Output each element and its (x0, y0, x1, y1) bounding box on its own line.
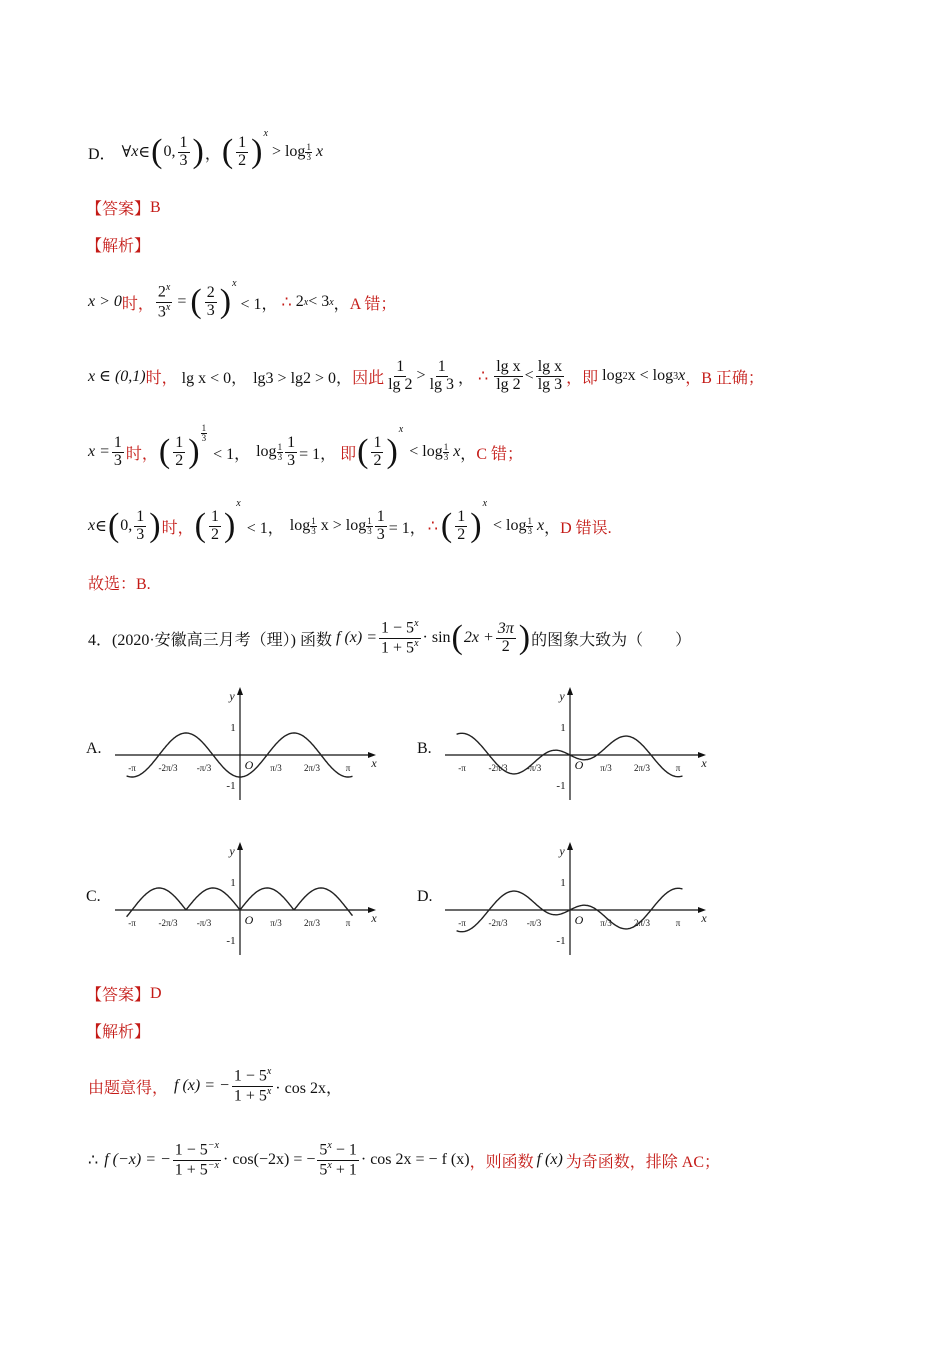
x-tick-label: π/3 (270, 918, 282, 928)
x-tick-label: π/3 (600, 763, 612, 773)
exp: x (329, 296, 334, 308)
sub: 2 (622, 370, 628, 382)
log: log (289, 517, 311, 534)
x-tick-label: π (345, 918, 351, 928)
y-tick-neg-one: -1 (556, 780, 566, 792)
x-tick-label: π/3 (600, 918, 612, 928)
y-tick-one: 1 (560, 877, 566, 889)
left-paren: ( (190, 283, 202, 320)
right-paren: ) (149, 507, 161, 544)
log-base-third: 1 3 (443, 441, 449, 462)
option-d-line (88, 128, 323, 176)
x-tick-label: 2π/3 (303, 918, 321, 928)
left-paren: ( (107, 507, 120, 544)
fraction-half: $\frac{1}{2}$ (210, 507, 219, 543)
question-number: 4． (88, 631, 113, 649)
verdict-b: 为奇函数，排除 AC； (565, 1153, 721, 1171)
left-paren: ( (440, 507, 453, 544)
log-base-third: 1 3 (277, 441, 283, 462)
fraction-half: $\frac{1}{2}$ (373, 433, 382, 469)
fraction-1-lg2: $\frac{1}{\lg 2}$ (388, 357, 413, 393)
left-paren: ( (221, 133, 234, 170)
solution-line-a (88, 278, 396, 326)
y-axis-arrow (567, 687, 573, 695)
origin-label: O (574, 758, 584, 772)
left-paren: ( (158, 433, 171, 470)
cos-neg: · cos(−2x) = − (223, 1151, 316, 1168)
x-tick-label: -2π/3 (488, 763, 508, 773)
answer-2 (86, 982, 162, 1005)
x-tick-label: -π/3 (196, 763, 212, 773)
comma: ， (460, 445, 477, 463)
yinci: 因此 (352, 369, 385, 387)
x-tick-label: -π (458, 763, 466, 773)
x-tick-label: -π (458, 918, 466, 928)
verdict: C 错； (476, 445, 523, 463)
x-tick-label: -2π/3 (158, 763, 178, 773)
graph-d-label[interactable]: D. (417, 888, 433, 905)
therefore: ∴ (427, 518, 438, 535)
fraction-1-5x: $\frac{1 - 5^x}{1 + 5^x}$ (381, 618, 419, 656)
log: log (256, 443, 277, 460)
shi-text: 时， (161, 519, 194, 537)
therefore: ∴ (281, 294, 292, 311)
fraction-1-5negx: $\frac{1 - 5^{-x}}{1 + 5^{-x}}$ (174, 1140, 219, 1178)
log: log (602, 367, 623, 384)
verdict: D 错误. (560, 519, 612, 537)
var-x: x (131, 143, 139, 160)
condition: x ∈ (0,1) (88, 368, 146, 385)
y-tick-neg-one: -1 (226, 935, 236, 947)
analysis-label: 【解析】 (86, 238, 151, 255)
x-tick-label: π (675, 918, 681, 928)
fraction-5x: $\frac{5^x - 1}{5^x + 1}$ (319, 1140, 357, 1178)
answer-label: 【答案】 (86, 201, 151, 218)
in: ∈ (95, 518, 107, 535)
x-tick-label: π (675, 763, 681, 773)
log-base-third: 1 3 (311, 515, 316, 536)
condition: x > 0 (88, 293, 122, 310)
right-paren: ) (386, 433, 398, 470)
right-paren: ) (219, 283, 232, 320)
solution-line-d (88, 498, 612, 554)
question-4 (88, 612, 691, 664)
therefore: ∴ (88, 1152, 99, 1169)
lt: < (524, 367, 534, 384)
comma: ， (204, 145, 221, 163)
answer-value: B (150, 198, 161, 216)
conclusion-text: 故选：B. (88, 576, 151, 593)
y-axis-label: y (229, 844, 235, 858)
cos: · cos 2x， (275, 1079, 342, 1097)
verdict: ，B 正确； (685, 369, 764, 387)
exponent-one-third: 1 3 (201, 423, 207, 443)
var-x: x (453, 443, 461, 460)
x-tick-label: -π/3 (196, 918, 212, 928)
fraction-lgx-lg3: $\frac{\text{lg x}}{\lg 3}$ (537, 357, 563, 393)
x-axis-label: x (371, 756, 377, 770)
y-axis-label: y (559, 689, 565, 703)
fraction-one-third: $\frac{1}{3}$ (179, 133, 188, 169)
graph-b-label[interactable]: B. (417, 740, 432, 757)
verdict: A 错； (349, 295, 397, 313)
x-tick-label: -2π/3 (158, 918, 178, 928)
comma: ， (544, 519, 561, 537)
mid: x < log (627, 367, 674, 384)
in-symbol: ∈ (138, 144, 151, 161)
left-paren: ( (151, 133, 163, 170)
question-suffix: 的图象大致为（ ） (531, 631, 692, 649)
var-x: x (536, 517, 545, 534)
y-tick-neg-one: -1 (226, 780, 236, 792)
y-axis-arrow (237, 842, 243, 850)
fraction-1-lg3: $\frac{1}{\lg 3}$ (429, 357, 455, 393)
fraction-half: $\frac{1}{2}$ (238, 133, 247, 169)
graph-a-label[interactable]: A. (86, 740, 102, 757)
fraction-one-third: $\frac{1}{3}$ (113, 433, 122, 469)
graph-c-label[interactable]: C. (86, 888, 101, 905)
x-axis-label: x (701, 911, 707, 925)
y-axis-arrow (237, 687, 243, 695)
shi-text: 时， (121, 295, 154, 313)
y-axis-label: y (229, 689, 235, 703)
answer-1 (86, 196, 161, 219)
gt-log: x > log (320, 517, 367, 534)
question-prefix: 函数 (300, 631, 333, 649)
log-base-third: 1 3 (527, 515, 532, 536)
x-tick-label: π/3 (270, 763, 282, 773)
interval-start: 0, (120, 517, 133, 534)
x-tick-label: -π (128, 763, 136, 773)
fraction-1-5x: $\frac{1 - 5^x}{1 + 5^x}$ (233, 1066, 272, 1104)
ineq-rhs: < 3 (308, 293, 330, 310)
var-x: x (678, 367, 686, 384)
comma: ， (458, 369, 475, 387)
right-paren: ) (192, 133, 204, 170)
fraction-half: $\frac{1}{2}$ (175, 433, 184, 469)
right-paren: ) (223, 507, 236, 544)
origin-label: O (244, 758, 254, 772)
analysis-label-1 (86, 233, 150, 256)
x-tick-label: 2π/3 (633, 763, 651, 773)
y-tick-one: 1 (230, 877, 236, 889)
analysis-label: 【解析】 (86, 1024, 151, 1041)
option-label: D． (88, 145, 116, 163)
y-axis-label: y (559, 844, 565, 858)
x-tick-label: -2π/3 (488, 918, 508, 928)
fraction-lgx-lg2: $\frac{\text{lg x}}{\lg 2}$ (496, 357, 521, 393)
exponent-x: x (482, 498, 488, 509)
arg: 2x + (463, 629, 494, 646)
left-paren: ( (357, 433, 369, 470)
lt-one: < 1， (240, 295, 278, 313)
lt-one: < 1， (246, 519, 284, 537)
lt-one: < 1， (213, 445, 251, 463)
comma: ， (469, 1153, 486, 1171)
function-fx: f (x) = (336, 629, 378, 646)
comma: ， (333, 295, 350, 313)
fraction-one-third: $\frac{1}{3}$ (287, 433, 296, 469)
part: lg x < 0， (181, 369, 248, 387)
analysis-label-2 (86, 1019, 150, 1042)
shi-text: 时， (125, 445, 158, 463)
x-tick-label: 2π/3 (303, 763, 321, 773)
shi-text: 时， (145, 369, 178, 387)
therefore: ∴ (478, 368, 489, 385)
right-paren: ) (518, 619, 531, 656)
x-tick-label: -π/3 (526, 918, 542, 928)
ineq-base: 2 (295, 293, 304, 310)
y-axis-arrow (567, 842, 573, 850)
exponent-x: x (236, 498, 241, 509)
lt-log: < log (493, 517, 527, 534)
x-axis-label: x (371, 911, 377, 925)
y-tick-neg-one: -1 (556, 935, 566, 947)
x-tick-label: -π/3 (526, 763, 542, 773)
question-source: (2020·安徽高三月考（理）) (112, 631, 297, 649)
right-paren: ) (470, 507, 482, 544)
gt-symbol: > (271, 143, 281, 160)
function-fx: f (x) = − (174, 1077, 230, 1094)
log-base-third: 1 3 (367, 515, 372, 536)
solution-line-c (88, 424, 523, 480)
var-x: x (315, 143, 324, 160)
solution-line-b (88, 352, 764, 400)
interval-start: 0, (163, 143, 176, 160)
eq-one: = 1， (299, 445, 337, 463)
left-paren: ( (451, 619, 463, 656)
ji: ，即 (566, 369, 599, 387)
answer-value: D (150, 984, 162, 1002)
forall-symbol: ∀ (121, 144, 132, 161)
origin-label: O (244, 913, 254, 927)
graphs-figure (0, 680, 950, 980)
eq: = (177, 293, 187, 310)
sin: · sin (422, 629, 451, 646)
x-tick-label: -π (128, 918, 136, 928)
answer-label: 【答案】 (86, 987, 151, 1004)
cos-result: · cos 2x = − f (x) (360, 1151, 470, 1168)
lead: 由题意得， (88, 1079, 169, 1097)
part: lg3 > lg2 > 0， (253, 369, 353, 387)
origin-label: O (574, 913, 584, 927)
gt: > (416, 367, 426, 384)
fraction-one-third: $\frac{1}{3}$ (136, 507, 145, 543)
solution-line-f (88, 1136, 720, 1184)
log-text: log (284, 143, 306, 160)
function-f-neg-x: f (−x) = − (104, 1151, 171, 1168)
x-axis-label: x (701, 756, 707, 770)
x-eq: x = (88, 443, 110, 460)
exponent-x: x (232, 278, 237, 289)
y-tick-one: 1 (230, 722, 236, 734)
fraction-2x-3x: $\frac{2^x}{3^x}$ (157, 282, 171, 320)
eq-one: = 1， (388, 519, 426, 537)
sub: 3 (673, 370, 679, 382)
x-tick-label: π (345, 763, 351, 773)
right-paren: ) (188, 433, 200, 470)
fraction-half: $\frac{1}{2}$ (457, 507, 466, 543)
left-paren: ( (194, 507, 206, 544)
ji: 即 (340, 445, 357, 463)
y-tick-one: 1 (560, 722, 566, 734)
fraction-two-thirds: $\frac{2}{3}$ (206, 283, 215, 319)
exponent-x: x (398, 424, 404, 435)
fraction-one-third: $\frac{1}{3}$ (376, 507, 385, 543)
exp: x (303, 296, 309, 308)
log-base-third: 1 3 (306, 141, 311, 162)
right-paren: ) (251, 133, 263, 170)
lt-log: < log (409, 443, 443, 460)
x-tick-label: 2π/3 (633, 918, 651, 928)
verdict-a: 则函数 (485, 1153, 534, 1171)
conclusion-1 (88, 571, 151, 594)
function-fx: f (x) (536, 1151, 563, 1168)
solution-line-e (88, 1062, 342, 1110)
var-x: x (88, 517, 96, 534)
exponent-x: x (263, 128, 268, 139)
fraction-3pi-2: $\frac{3\pi}{2}$ (497, 619, 514, 655)
